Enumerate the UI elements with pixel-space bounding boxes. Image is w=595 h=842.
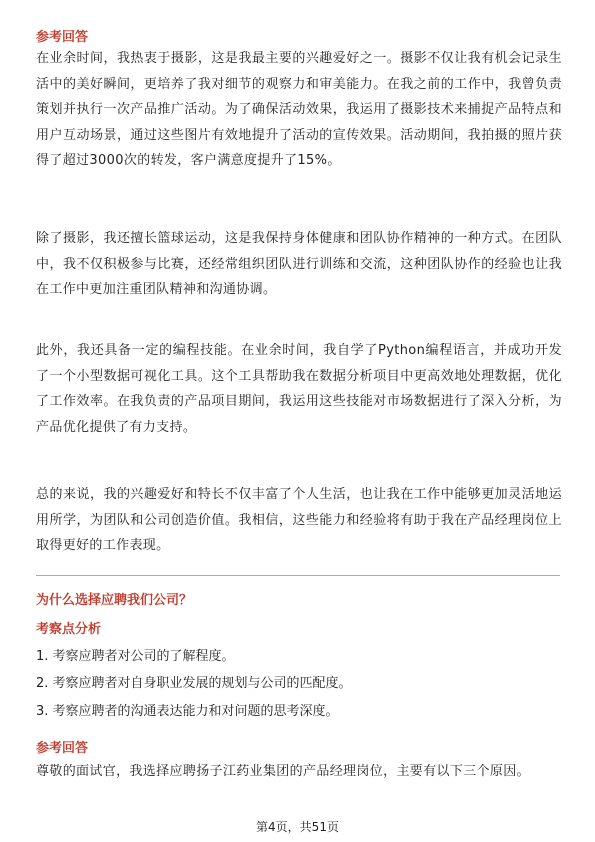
- analysis-point-2: 2. 考察应聘者对自身职业发展的规划与公司的匹配度。: [36, 676, 352, 691]
- answer-paragraph-3: 此外，我还具备一定的编程技能。在业余时间，我自学了Python编程语言，并成功开发了一个小型数据可视化工具。这个工具帮助我在数据分析项目中更高效地处理数据，优化了工作效率。在我负责的产品项目期间，我运用这些技能对市场数据进行了深入分析，为产品优化提供了有力支持。: [36, 343, 562, 435]
- answer-paragraph-2: 除了摄影，我还擅长篮球运动，这是我保持身体健康和团队协作精神的一种方式。在团队中，我不仅积极参与比赛，还经常组织团队进行训练和交流，这种团队协作的经验也让我在工作中更加注重团队精神和沟通协调。: [36, 231, 562, 298]
- page-number: 第4页，共51页: [256, 820, 339, 834]
- section-divider: [36, 575, 560, 576]
- answer-paragraph-4: 总的来说，我的兴趣爱好和特长不仅丰富了个人生活，也让我在工作中能够更加灵活地运用所学，为团队和公司创造价值。我相信，这些能力和经验将有助于我在产品经理岗位上取得更好的工作表现。: [36, 487, 562, 554]
- reference-answer-heading-2: 参考回答: [36, 741, 89, 756]
- analysis-point-1: 1. 考察应聘者对公司的了解程度。: [36, 649, 235, 664]
- analysis-point-3: 3. 考察应聘者的沟通表达能力和对问题的思考深度。: [36, 704, 339, 719]
- answer-paragraph-5: 尊敬的面试官，我选择应聘扬子江药业集团的产品经理岗位，主要有以下三个原因。: [36, 764, 530, 779]
- answer-paragraph-1: 在业余时间，我热衷于摄影，这是我最主要的兴趣爱好之一。摄影不仅让我有机会记录生活中的美好瞬间，更培养了我对细节的观察力和审美能力。在我之前的工作中，我曾负责策划并执行一次产品推广活动。为了确保活动效果，我运用了摄影技术来捕捉产品特点和用户互动场景，通过这些图片有效地提升了活动的宣传效果。活动期间，我拍摄的照片获得了超过3000次的转发，客户满意度提升了15%。: [36, 51, 562, 169]
- analysis-heading: 考察点分析: [36, 622, 102, 637]
- reference-answer-heading: 参考回答: [36, 30, 89, 45]
- question-heading: 为什么选择应聘我们公司？: [36, 593, 193, 608]
